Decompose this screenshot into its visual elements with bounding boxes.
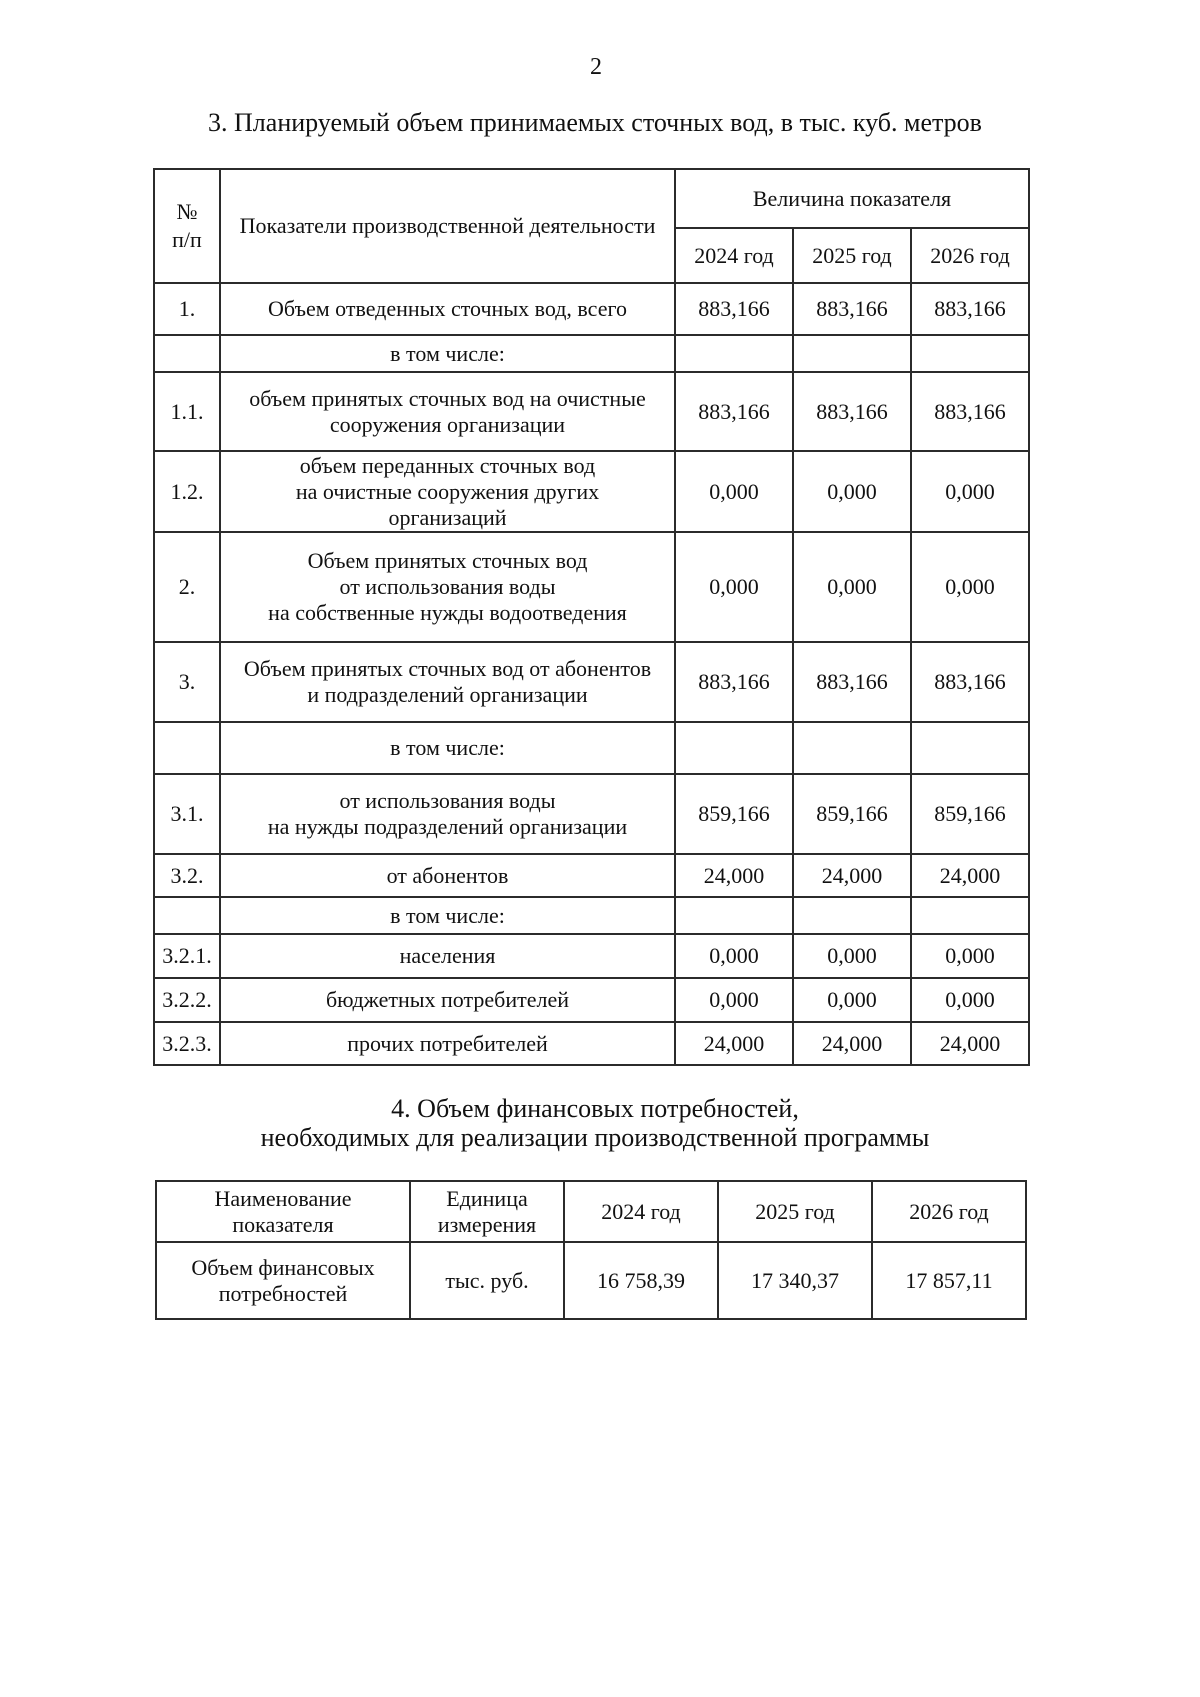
header-name-line: Наименование <box>214 1185 352 1211</box>
row-number: 1.1. <box>154 372 220 451</box>
header-name-line: показателя <box>232 1211 334 1237</box>
table-row <box>154 854 1029 897</box>
indicator-label-line: от использования воды <box>339 574 556 599</box>
row-number: 3.2. <box>154 854 220 897</box>
indicator-label <box>220 897 675 934</box>
value-2025: 883,166 <box>793 372 911 451</box>
header-indicator: Показатели производственной деятельности <box>220 169 675 283</box>
page-number: 2 <box>590 54 602 80</box>
header-unit <box>410 1181 564 1242</box>
value-2026: 0,000 <box>911 934 1029 978</box>
row-number: 3. <box>154 642 220 722</box>
table-row <box>156 1242 1026 1319</box>
value-2024: 0,000 <box>675 532 793 642</box>
indicator-label-line: на очистные сооружения других <box>295 478 600 504</box>
empty-cell <box>911 897 1029 934</box>
header-value-group: Величина показателя <box>675 169 1029 228</box>
indicator-label <box>220 283 675 335</box>
indicator-label-line: в том числе: <box>390 735 505 760</box>
indicator-label <box>220 532 675 642</box>
header-name <box>156 1181 410 1242</box>
indicator-label <box>220 1022 675 1065</box>
header-unit-line: Единица <box>446 1185 528 1211</box>
empty-cell <box>793 722 911 774</box>
table-row-subheading <box>154 722 1029 774</box>
value-2025: 24,000 <box>793 854 911 897</box>
header-number <box>154 169 220 283</box>
financial-needs-table <box>155 1180 1027 1320</box>
empty-cell <box>154 335 220 372</box>
indicator-label-line: Объем отведенных сточных вод, всего <box>268 296 627 321</box>
value-2026: 859,166 <box>911 774 1029 854</box>
value-2026: 883,166 <box>911 283 1029 335</box>
indicator-label-line: бюджетных потребителей <box>325 987 570 1012</box>
indicator-label <box>220 335 675 372</box>
section-4-title-line: необходимых для реализации производственной программы <box>260 1123 930 1152</box>
value-2024: 24,000 <box>675 1022 793 1065</box>
empty-cell <box>911 335 1029 372</box>
indicator-label-line: прочих потребителей <box>347 1030 548 1056</box>
indicator-label-line: Объем принятых сточных вод от абонентов <box>243 656 652 681</box>
value-2024: 859,166 <box>675 774 793 854</box>
row-number: 1. <box>154 283 220 335</box>
indicator-label <box>220 978 675 1022</box>
section-4-title-line: 4. Объем финансовых потребностей, <box>391 1094 799 1123</box>
value-2025: 883,166 <box>793 642 911 722</box>
indicator-label-line: объем принятых сточных вод на очистные <box>249 385 646 411</box>
header-year-2025: 2025 год <box>718 1181 872 1242</box>
value-2026: 0,000 <box>911 532 1029 642</box>
header-year-2024: 2024 год <box>564 1181 718 1242</box>
table-row <box>154 1022 1029 1065</box>
indicator-label-line: на собственные нужды водоотведения <box>268 600 627 625</box>
indicator-label-line: от абонентов <box>386 862 509 888</box>
indicator-label <box>220 934 675 978</box>
row-number: 3.2.1. <box>154 934 220 978</box>
indicator-label <box>220 854 675 897</box>
value-2026: 883,166 <box>911 372 1029 451</box>
empty-cell <box>793 897 911 934</box>
value-2026: 0,000 <box>911 978 1029 1022</box>
empty-cell <box>154 897 220 934</box>
value-2024: 0,000 <box>675 978 793 1022</box>
row-number: 3.2.3. <box>154 1022 220 1065</box>
value-2026: 883,166 <box>911 642 1029 722</box>
section-4-title <box>0 1094 1190 1152</box>
unit-cell: тыс. руб. <box>410 1242 564 1319</box>
indicator-label-line: на нужды подразделений организации <box>267 814 628 839</box>
indicator-label <box>220 372 675 451</box>
header-year-2026: 2026 год <box>911 228 1029 283</box>
table-row <box>154 283 1029 335</box>
table-row <box>154 372 1029 451</box>
table-header-row <box>154 169 1029 228</box>
row-number: 1.2. <box>154 451 220 532</box>
table-row <box>154 978 1029 1022</box>
indicator-label-line: населения <box>399 943 496 968</box>
indicator-label-line: объем переданных сточных вод <box>299 452 596 478</box>
table-row <box>154 642 1029 722</box>
indicator-label <box>220 642 675 722</box>
indicator-label-line: сооружения организации <box>329 411 566 437</box>
value-2024: 0,000 <box>675 451 793 532</box>
table-row-subheading <box>154 897 1029 934</box>
indicator-label <box>220 774 675 854</box>
indicator-label-line: и подразделений организации <box>307 682 588 707</box>
value-2025: 0,000 <box>793 978 911 1022</box>
row-number: 3.1. <box>154 774 220 854</box>
indicator-label-line: от использования воды <box>339 788 556 813</box>
value-2025: 0,000 <box>793 934 911 978</box>
value-2026: 0,000 <box>911 451 1029 532</box>
value-2025: 0,000 <box>793 451 911 532</box>
empty-cell <box>154 722 220 774</box>
value-2024: 16 758,39 <box>564 1242 718 1319</box>
header-year-2026: 2026 год <box>872 1181 1026 1242</box>
value-2024: 0,000 <box>675 934 793 978</box>
value-2025: 0,000 <box>793 532 911 642</box>
table-row <box>154 532 1029 642</box>
table-row-subheading <box>154 335 1029 372</box>
header-unit-line: измерения <box>437 1211 537 1237</box>
value-2024: 883,166 <box>675 372 793 451</box>
indicator-name-line: потребностей <box>218 1280 348 1306</box>
header-number-line: п/п <box>172 227 202 252</box>
indicator-name-line: Объем финансовых <box>191 1254 375 1280</box>
empty-cell <box>675 897 793 934</box>
indicator-name <box>156 1242 410 1319</box>
row-number: 2. <box>154 532 220 642</box>
indicator-label <box>220 451 675 532</box>
header-year-2024: 2024 год <box>675 228 793 283</box>
value-2025: 17 340,37 <box>718 1242 872 1319</box>
table-row <box>154 774 1029 854</box>
header-year-2025: 2025 год <box>793 228 911 283</box>
indicator-label-line: в том числе: <box>390 340 505 366</box>
indicator-label-line: в том числе: <box>390 902 505 928</box>
value-2024: 24,000 <box>675 854 793 897</box>
empty-cell <box>675 335 793 372</box>
row-number: 3.2.2. <box>154 978 220 1022</box>
value-2025: 24,000 <box>793 1022 911 1065</box>
indicator-label <box>220 722 675 774</box>
value-2026: 24,000 <box>911 1022 1029 1065</box>
empty-cell <box>793 335 911 372</box>
table-header-row <box>156 1181 1026 1242</box>
table-row <box>154 451 1029 532</box>
empty-cell <box>911 722 1029 774</box>
wastewater-volume-table <box>153 168 1030 1066</box>
section-3-title: 3. Планируемый объем принимаемых сточных вод, в тыс. куб. метров <box>208 108 982 137</box>
indicator-label-line: Объем принятых сточных вод <box>307 548 588 573</box>
value-2025: 859,166 <box>793 774 911 854</box>
table-row <box>154 934 1029 978</box>
value-2024: 883,166 <box>675 642 793 722</box>
value-2025: 883,166 <box>793 283 911 335</box>
header-number-line: № <box>176 199 198 224</box>
value-2024: 883,166 <box>675 283 793 335</box>
indicator-label-line: организаций <box>388 504 507 530</box>
value-2026: 24,000 <box>911 854 1029 897</box>
empty-cell <box>675 722 793 774</box>
value-2026: 17 857,11 <box>872 1242 1026 1319</box>
